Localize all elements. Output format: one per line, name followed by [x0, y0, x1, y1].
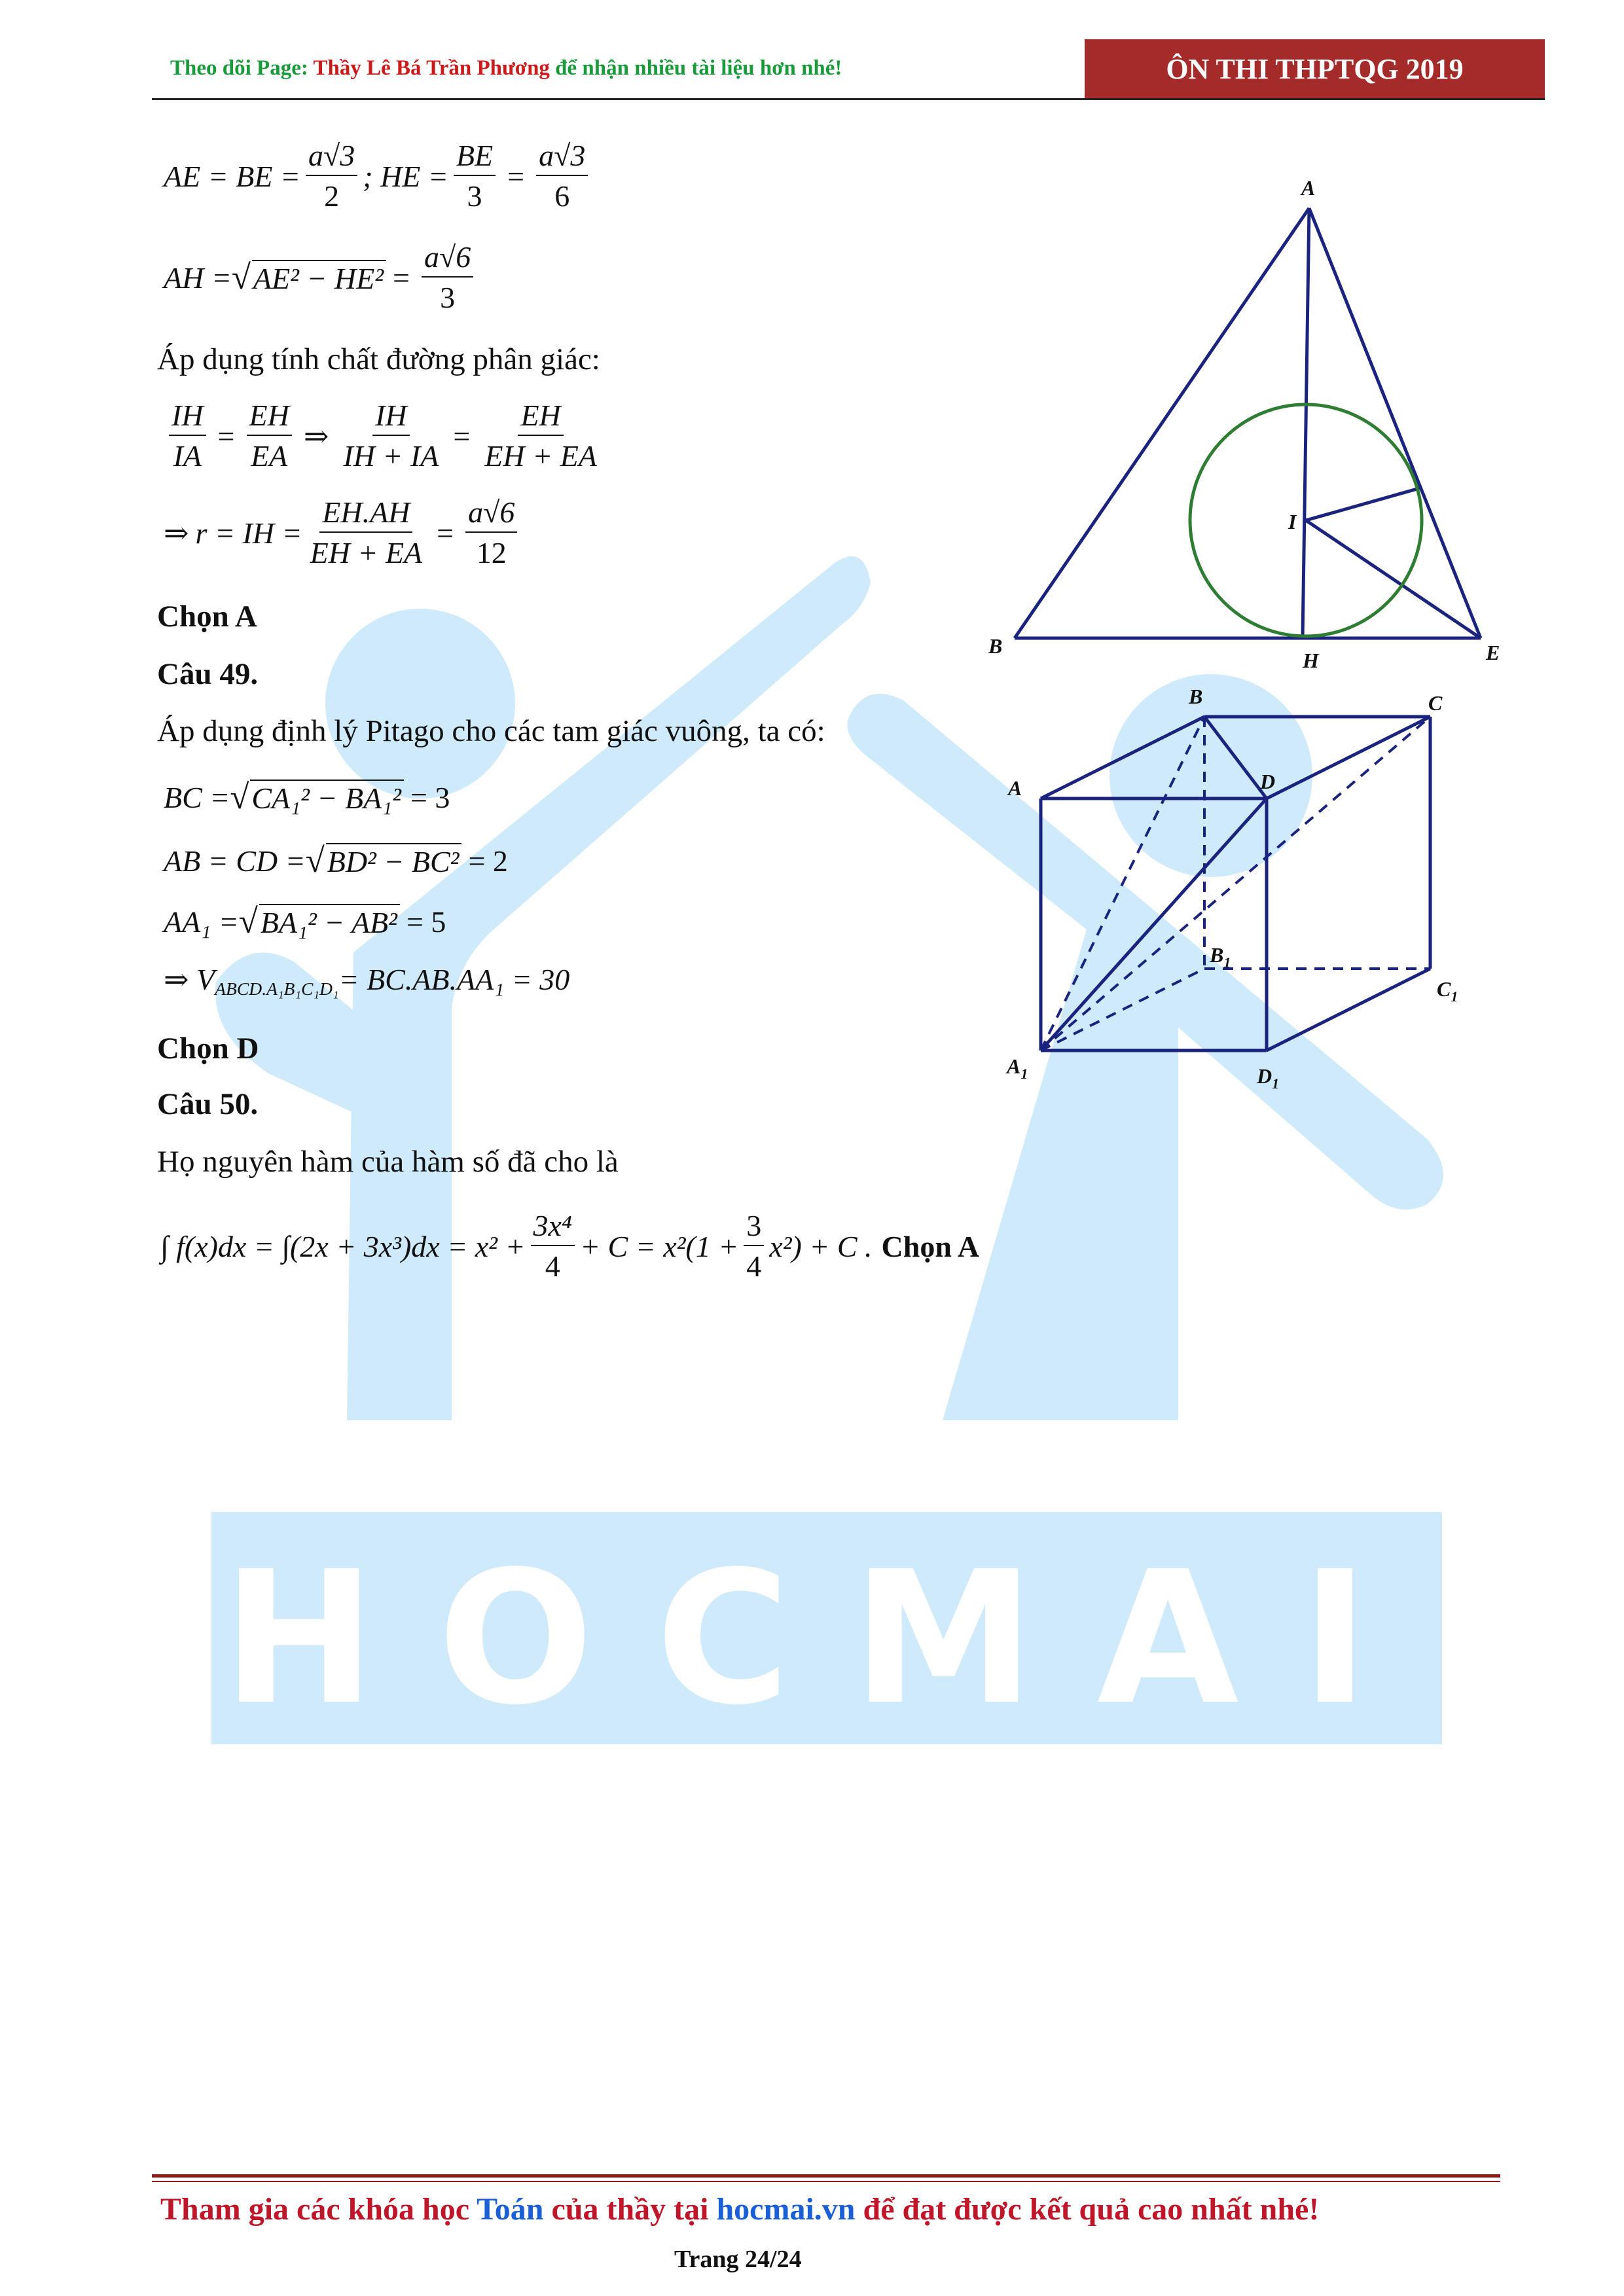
answer-50: Chọn A	[881, 1229, 980, 1263]
answer-49: Chọn D	[157, 1031, 259, 1066]
label-b1: $B_1$	[1210, 943, 1231, 971]
eq-ah	[164, 242, 478, 313]
sqrt-sign: √	[230, 778, 249, 816]
numerator: EH	[247, 401, 292, 436]
watermark-head-left	[325, 609, 515, 798]
question-49-intro: Áp dụng định lý Pitago cho các tam giác vuông, ta có:	[157, 714, 825, 748]
segment-ah	[1303, 208, 1309, 638]
radicand: AE² − HE²	[252, 260, 386, 296]
footer-divider-thin	[152, 2181, 1500, 2182]
eq-text: AE = BE =	[164, 159, 300, 193]
label-e: E	[1486, 641, 1500, 664]
denominator: EA	[251, 439, 288, 473]
header-teacher-name[interactable]: Thầy Lê Bá Trần Phương	[313, 56, 550, 80]
label-a1: $A_1$	[1007, 1054, 1028, 1082]
triangle-figure	[975, 170, 1525, 694]
page-number: Trang 24/24	[674, 2246, 802, 2273]
numerator: BE	[454, 141, 496, 176]
eq-bc	[164, 778, 450, 817]
answer-48: Chọn A	[157, 600, 257, 634]
denominator: 6	[554, 179, 570, 213]
numerator: a√3	[306, 141, 357, 176]
question-50-intro: Họ nguyên hàm của hàm số đã cho là	[157, 1145, 619, 1179]
label-h: H	[1303, 649, 1319, 672]
label-a: A	[1301, 176, 1316, 200]
eq-result: = 2	[468, 844, 508, 878]
fraction	[744, 1211, 764, 1282]
question-49-title: Câu 49.	[157, 657, 259, 691]
eq-volume	[164, 959, 569, 999]
box-figure	[995, 681, 1492, 1100]
label-c: C	[1428, 691, 1443, 715]
label-b: B	[1189, 685, 1203, 708]
eq-text: ⇒ V	[164, 963, 215, 996]
exam-badge: ÔN THI THPTQG 2019	[1085, 39, 1545, 99]
footer-text: Tham gia các khóa học	[160, 2192, 477, 2227]
numerator: 3	[744, 1211, 764, 1246]
eq-text: x²) + C .	[769, 1229, 873, 1263]
numerator: a√6	[422, 242, 473, 278]
implies-sign: ⇒	[164, 516, 189, 550]
implies-sign: ⇒	[303, 420, 329, 453]
label-b: B	[988, 634, 1003, 658]
eq-aa1	[164, 902, 446, 941]
sqrt-sign: √	[231, 259, 251, 296]
label-a: A	[1008, 776, 1022, 800]
segment-ae	[1309, 208, 1481, 638]
sqrt-sign: √	[305, 842, 325, 880]
eq-result: = 3	[410, 780, 450, 814]
eq-text: AB = CD =	[164, 844, 306, 878]
eq-sign: =	[393, 260, 410, 295]
eq-ae-be-he	[164, 141, 593, 211]
question-50-title: Câu 50.	[157, 1087, 259, 1121]
denominator: 4	[746, 1249, 762, 1283]
footer-text: của thầy tại	[543, 2192, 717, 2227]
eq-sign: =	[453, 419, 471, 453]
label-d: D	[1260, 770, 1276, 793]
fraction	[454, 141, 496, 211]
eq-radius	[164, 497, 522, 568]
eq-sign: =	[217, 419, 235, 453]
eq-text: r = IH =	[195, 516, 302, 550]
footer-text: để đạt được kết quả cao nhất nhé!	[855, 2192, 1320, 2227]
eq-text: AH =	[164, 260, 232, 295]
footer-link[interactable]: hocmai.vn	[716, 2192, 856, 2227]
radicand: BD² − BC²	[326, 843, 462, 879]
footer-divider	[152, 2174, 1500, 2178]
numerator: a√3	[536, 141, 588, 176]
denominator: EH + EA	[484, 439, 597, 473]
eq-ab-cd	[164, 841, 508, 880]
denominator: 2	[324, 179, 340, 213]
numerator: EH.AH	[319, 497, 412, 533]
denominator: 3	[467, 179, 482, 213]
denominator: IH + IA	[343, 439, 439, 473]
bisector-text: Áp dụng tính chất đường phân giác:	[157, 342, 600, 376]
footer-promo	[160, 2191, 1319, 2227]
eq-result: = 5	[406, 905, 446, 939]
numerator: IH	[169, 401, 206, 436]
segment-bd	[1204, 717, 1267, 798]
eq-text: BC =	[164, 780, 230, 814]
eq-text: + C = x²(1 +	[579, 1229, 739, 1263]
segment-ie	[1306, 520, 1481, 638]
eq-sign: =	[437, 516, 454, 550]
denominator: EH + EA	[310, 536, 423, 569]
label-i: I	[1288, 510, 1297, 533]
fraction	[247, 401, 292, 471]
volume-subscript: ABCD.A₁B₁C₁D₁	[215, 978, 339, 999]
eq-result: = BC.AB.AA₁ = 30	[338, 962, 570, 996]
segment-a1d	[1041, 798, 1267, 1050]
fraction	[531, 1211, 575, 1282]
fraction	[340, 401, 441, 471]
denominator: IA	[173, 439, 202, 473]
label-c1: $C_1$	[1437, 977, 1458, 1005]
eq-text: AA₁ =	[164, 905, 239, 939]
denominator: 4	[545, 1249, 560, 1283]
header-follow-suffix: để nhận nhiều tài liệu hơn nhé!	[549, 56, 842, 80]
footer-subject: Toán	[477, 2192, 544, 2227]
hidden-segment-a1c	[1041, 717, 1430, 1050]
radicand: CA₁² − BA₁²	[250, 780, 404, 816]
numerator: a√6	[465, 497, 517, 533]
header-follow-text	[170, 56, 842, 81]
eq-bisector	[164, 401, 605, 471]
numerator: 3x⁴	[531, 1211, 575, 1246]
fraction	[422, 242, 473, 313]
sqrt-sign: √	[238, 903, 258, 941]
fraction	[169, 401, 206, 471]
denominator: 12	[476, 536, 507, 569]
denominator: 3	[440, 281, 456, 314]
numerator: EH	[518, 401, 563, 436]
eq-text: ; HE =	[363, 159, 448, 193]
segment-radius	[1306, 488, 1422, 520]
eq-text: ∫ f(x)dx = ∫(2x + 3x³)dx = x² +	[160, 1229, 526, 1263]
fraction	[536, 141, 588, 211]
header-follow-prefix: Theo dõi Page:	[170, 56, 314, 80]
watermark-brand-text: HOCMAI	[222, 1532, 1432, 1746]
numerator: IH	[372, 401, 410, 436]
fraction	[308, 497, 425, 568]
header-divider	[152, 98, 1545, 100]
segment-ab	[1015, 208, 1309, 638]
fraction	[465, 497, 517, 568]
edge-ab	[1041, 717, 1204, 798]
label-d1: $D_1$	[1257, 1064, 1280, 1092]
fraction	[482, 401, 600, 471]
eq-integral	[160, 1211, 979, 1282]
fraction	[306, 141, 357, 211]
hidden-edge-a1b1	[1041, 969, 1204, 1050]
edge-d1c1	[1267, 969, 1430, 1050]
radicand: BA₁² − AB²	[259, 904, 400, 940]
hidden-segment-a1b	[1041, 717, 1204, 1050]
eq-sign: =	[507, 159, 525, 193]
